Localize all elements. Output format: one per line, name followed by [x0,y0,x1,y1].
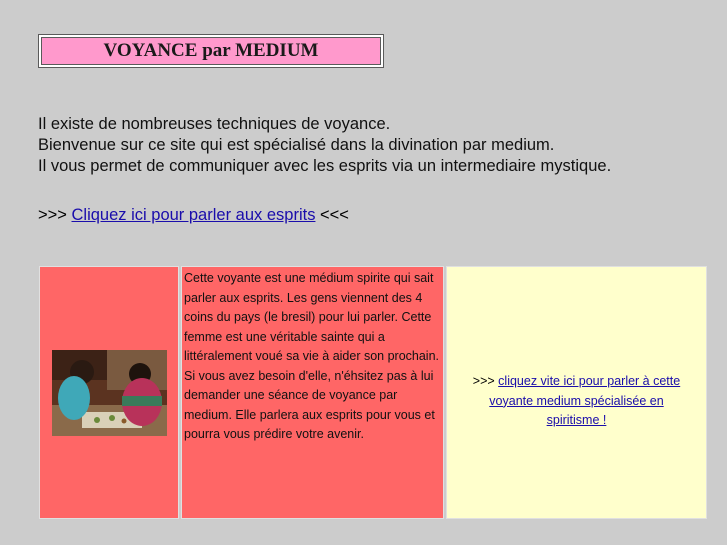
title-box [38,34,384,68]
intro-line-1: Il existe de nombreuses techniques de voyance. [38,115,391,133]
page-title: VOYANCE par MEDIUM [41,37,381,65]
side-cta-link[interactable]: cliquez vite ici pour parler à cette voyante medium spécialisée en spiritisme ! [489,374,681,428]
description-cell [181,266,444,519]
side-cta-cell [446,266,707,519]
cta-line [38,205,349,226]
side-cta [472,372,682,431]
intro-line-3: Il vous permet de communiquer avec les esprits via un intermediaire mystique. [38,157,612,175]
intro-line-2: Bienvenue sur ce site qui est spécialisé dans la divination par medium. [38,136,555,154]
medium-photo-image [52,350,167,436]
cta-prefix: >>> [38,206,72,224]
medium-description: Cette voyante est une médium spirite qui sait parler aux esprits. Les gens viennent des 4 coins du pays (le bresil) pour lui parler. Cette femme est une véritable sainte qui a littéralement voué sa vie à aider son prochain. Si vous avez besoin d'elle, n'éhsitez pas à lui demander une séance de voyance par medium. Elle parlera aux esprits pour vous et pourra vous prédire votre avenir. [184,271,440,441]
intro-text [38,114,611,177]
side-cta-prefix: >>> [472,374,499,389]
photo-cell [39,266,179,519]
medium-photo [52,350,167,436]
cta-link[interactable]: Cliquez ici pour parler aux esprits [71,206,316,224]
cta-suffix: <<< [315,206,349,224]
